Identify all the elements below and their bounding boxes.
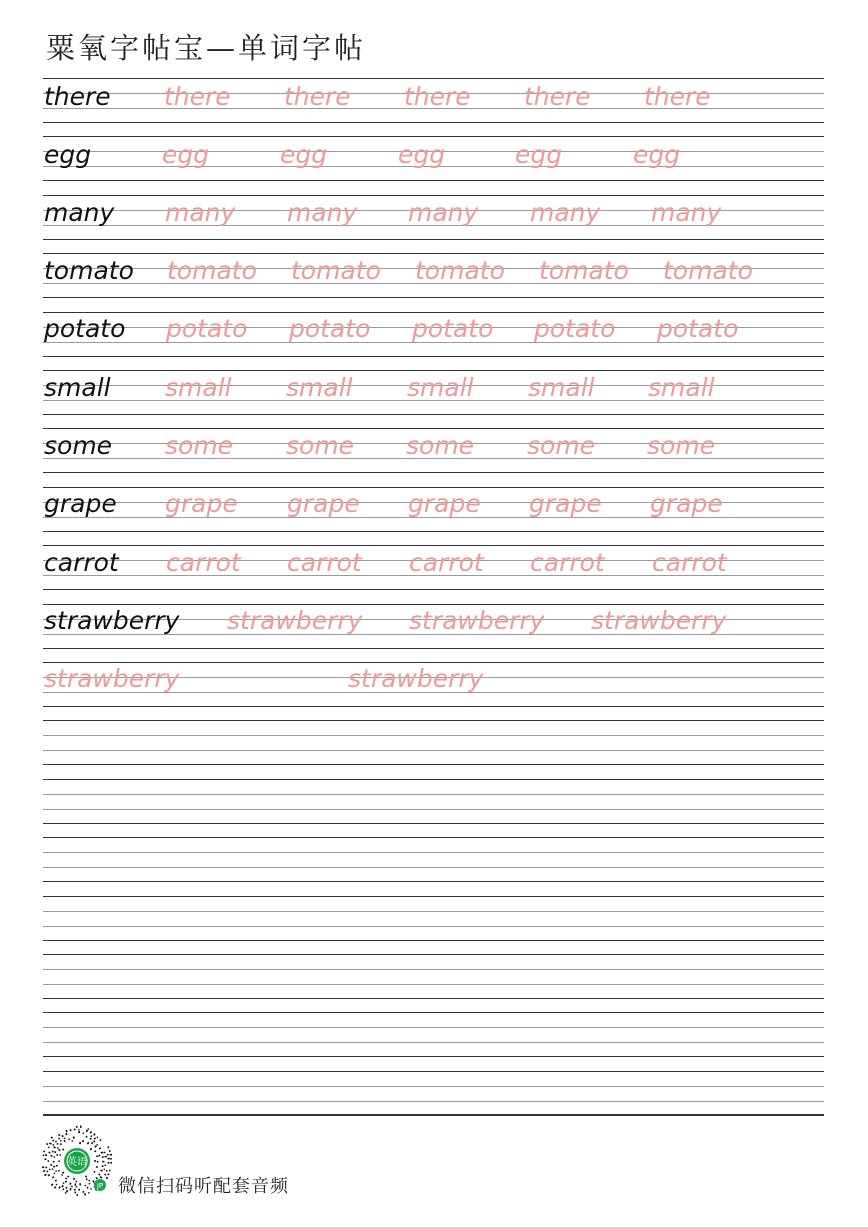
ruled-line — [43, 823, 824, 824]
ruled-line — [43, 180, 824, 181]
ruled-line — [43, 954, 824, 955]
trace-word: egg — [398, 140, 446, 169]
footer — [40, 1124, 440, 1204]
ruled-line — [43, 545, 824, 546]
ruled-line — [43, 896, 824, 897]
trace-word: some — [286, 431, 355, 460]
model-word: carrot — [44, 548, 119, 577]
ruled-line — [43, 648, 824, 649]
trace-word: there — [164, 82, 231, 111]
trace-word: carrot — [530, 548, 605, 577]
ruled-line — [43, 852, 824, 853]
ruled-line — [43, 794, 824, 795]
trace-word: egg — [280, 140, 328, 169]
trace-word: some — [647, 431, 716, 460]
trace-word: many — [287, 198, 358, 227]
trace-word: many — [651, 198, 722, 227]
ruled-line — [43, 297, 824, 298]
ruled-line — [43, 136, 824, 137]
ruled-line — [43, 998, 824, 999]
ruled-line — [43, 414, 824, 415]
ruled-line — [43, 253, 824, 254]
ruled-line — [43, 926, 824, 927]
ruled-line — [43, 662, 824, 663]
footer-caption: 微信扫码听配套音频 — [118, 1176, 289, 1197]
model-word: strawberry — [44, 606, 180, 635]
ruled-line — [43, 122, 824, 123]
ruled-line — [43, 720, 824, 721]
trace-word: there — [404, 82, 471, 111]
ruled-line — [43, 867, 824, 868]
trace-word: strawberry — [227, 606, 363, 635]
ruled-line — [43, 706, 824, 707]
qr-code-icon[interactable] — [40, 1124, 114, 1198]
ruled-line — [43, 239, 824, 240]
ruled-line — [43, 764, 824, 765]
trace-word: there — [644, 82, 711, 111]
trace-word: strawberry — [44, 664, 180, 693]
model-word: some — [44, 431, 113, 460]
qr-badge-text: 英语 — [67, 1157, 87, 1168]
model-word: egg — [44, 140, 92, 169]
ruled-line — [43, 735, 824, 736]
trace-word: small — [286, 373, 353, 402]
model-word: many — [44, 198, 115, 227]
trace-word: egg — [162, 140, 210, 169]
ruled-line — [43, 604, 824, 605]
trace-word: carrot — [652, 548, 727, 577]
ruled-line — [43, 779, 824, 780]
ruled-line — [43, 1101, 824, 1102]
trace-word: tomato — [167, 256, 257, 285]
trace-word: many — [165, 198, 236, 227]
trace-word: grape — [529, 489, 602, 518]
ruled-line — [43, 428, 824, 429]
trace-word: some — [527, 431, 596, 460]
ruled-line — [43, 881, 824, 882]
qr-corner-text: JP — [96, 1182, 104, 1190]
trace-word: many — [530, 198, 601, 227]
trace-word: potato — [166, 314, 248, 343]
trace-word: there — [524, 82, 591, 111]
ruled-line — [43, 1114, 824, 1115]
ruled-line — [43, 1071, 824, 1072]
ruled-line — [43, 1086, 824, 1087]
ruled-line — [43, 487, 824, 488]
model-word: grape — [44, 489, 117, 518]
ruled-line — [43, 78, 824, 79]
model-word: tomato — [44, 256, 134, 285]
trace-word: grape — [287, 489, 360, 518]
ruled-line — [43, 969, 824, 970]
trace-word: grape — [408, 489, 481, 518]
page-title: 粟氧字帖宝—单词字帖 — [46, 31, 367, 65]
trace-word: carrot — [287, 548, 362, 577]
ruled-line — [43, 589, 824, 590]
trace-word: strawberry — [348, 664, 484, 693]
ruled-line — [43, 356, 824, 357]
trace-word: tomato — [415, 256, 505, 285]
trace-word: strawberry — [591, 606, 727, 635]
ruled-line — [43, 809, 824, 810]
trace-word: small — [407, 373, 474, 402]
trace-word: grape — [650, 489, 723, 518]
trace-word: potato — [289, 314, 371, 343]
trace-word: potato — [534, 314, 616, 343]
ruled-line — [43, 312, 824, 313]
ruled-line — [43, 472, 824, 473]
trace-word: small — [165, 373, 232, 402]
trace-word: tomato — [539, 256, 629, 285]
trace-word: some — [165, 431, 234, 460]
trace-word: tomato — [291, 256, 381, 285]
ruled-line — [43, 940, 824, 941]
ruled-line — [43, 911, 824, 912]
trace-word: carrot — [409, 548, 484, 577]
ruled-line — [43, 195, 824, 196]
trace-word: small — [648, 373, 715, 402]
ruled-line — [43, 750, 824, 751]
model-word: there — [44, 82, 111, 111]
trace-word: egg — [515, 140, 563, 169]
ruled-line — [43, 370, 824, 371]
ruled-line — [43, 984, 824, 985]
ruled-line — [43, 1056, 824, 1057]
model-word: potato — [44, 314, 126, 343]
trace-word: tomato — [663, 256, 753, 285]
trace-word: grape — [165, 489, 238, 518]
trace-word: there — [284, 82, 351, 111]
trace-word: potato — [412, 314, 494, 343]
model-word: small — [44, 373, 111, 402]
ruled-line — [43, 1012, 824, 1013]
trace-word: small — [528, 373, 595, 402]
ruled-line — [43, 1027, 824, 1028]
ruled-line — [43, 1042, 824, 1043]
trace-word: many — [408, 198, 479, 227]
ruled-line — [43, 837, 824, 838]
ruled-line — [43, 531, 824, 532]
trace-word: some — [406, 431, 475, 460]
trace-word: carrot — [166, 548, 241, 577]
trace-word: strawberry — [409, 606, 545, 635]
trace-word: potato — [657, 314, 739, 343]
trace-word: egg — [633, 140, 681, 169]
